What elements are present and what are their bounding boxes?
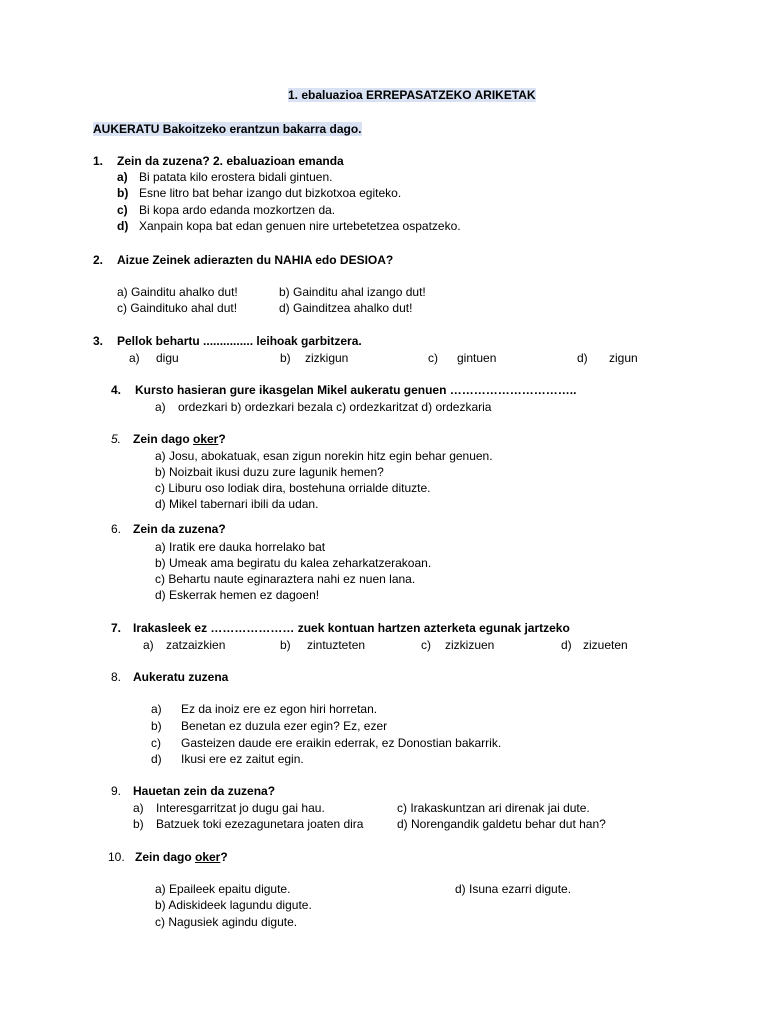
question-10-option-d: d) Isuna ezarri digute. bbox=[455, 882, 572, 896]
question-1-text: Zein da zuzena? 2. ebaluazioan emanda bbox=[117, 154, 344, 168]
question-5-option-a: a) Josu, abokatuak, esan zigun norekin hitz egin behar genuen. bbox=[155, 449, 493, 463]
question-1-option-d: Xanpain kopa bat edan genuen nire urtebetetzea ospatzeko. bbox=[139, 219, 461, 233]
question-1-option-d-label: d) bbox=[117, 219, 129, 233]
question-5-option-c: c) Liburu oso lodiak dira, bostehuna orrialde dituzte. bbox=[155, 481, 431, 495]
question-1-option-a: Bi patata kilo erostera bidali gintuen. bbox=[139, 170, 333, 184]
question-8-option-c: Gasteizen daude ere eraikin ederrak, ez Donostian bakarrik. bbox=[181, 736, 502, 750]
question-2-text: Aizue Zeinek adierazten du NAHIA edo DESIOA? bbox=[117, 253, 394, 267]
question-8-option-a-label: a) bbox=[151, 702, 162, 716]
question-3-option-b: zizkigun bbox=[305, 351, 349, 365]
question-7-text: Irakasleek ez ………………… zuek kontuan hartzen azterketa egunak jartzeko bbox=[133, 621, 570, 635]
question-7-option-d-label: d) bbox=[561, 638, 572, 652]
page-title: 1. ebaluazioa ERREPASATZEKO ARIKETAK bbox=[288, 88, 536, 102]
question-10-text: Zein dago oker? bbox=[135, 850, 228, 864]
question-9-option-c: c) Irakaskuntzan ari direnak jai dute. bbox=[397, 801, 590, 815]
question-7-option-b: zintuzteten bbox=[307, 638, 366, 652]
question-1-number: 1. bbox=[93, 154, 104, 168]
question-9-option-a: Interesgarritzat jo dugu gai hau. bbox=[156, 801, 325, 815]
question-7-option-c: zizkizuen bbox=[445, 638, 495, 652]
question-1-option-c-label: c) bbox=[117, 203, 128, 217]
question-8-option-c-label: c) bbox=[151, 736, 161, 750]
question-9-option-b-label: b) bbox=[133, 817, 144, 831]
question-7-option-d: zizueten bbox=[583, 638, 628, 652]
question-7-option-a: zatzaizkien bbox=[166, 638, 226, 652]
question-9-option-d: d) Norengandik galdetu behar dut han? bbox=[397, 817, 606, 831]
question-6-text: Zein da zuzena? bbox=[133, 522, 226, 536]
question-4-number: 4. bbox=[111, 383, 122, 397]
question-9-text: Hauetan zein da zuzena? bbox=[133, 784, 276, 798]
question-10-option-b: b) Adiskideek lagundu digute. bbox=[155, 898, 312, 912]
question-3-option-b-label: b) bbox=[280, 351, 291, 365]
question-9-number: 9. bbox=[111, 784, 122, 798]
question-3-option-d: zigun bbox=[609, 351, 638, 365]
question-3-number: 3. bbox=[93, 334, 104, 348]
question-5-text: Zein dago oker? bbox=[133, 432, 226, 446]
question-3-option-a: digu bbox=[156, 351, 179, 365]
question-8-option-b-label: b) bbox=[151, 719, 162, 733]
question-2-option-b: b) Gainditu ahal izango dut! bbox=[279, 285, 426, 299]
question-3-option-c: gintuen bbox=[457, 351, 497, 365]
question-6-option-d: d) Eskerrak hemen ez dagoen! bbox=[155, 588, 320, 602]
question-3-option-c-label: c) bbox=[428, 351, 438, 365]
question-9-option-b: Batzuek toki ezezagunetara joaten dira bbox=[156, 817, 364, 831]
question-4-option-label: a) bbox=[155, 400, 166, 414]
question-8-option-d: Ikusi ere ez zaitut egin. bbox=[181, 752, 304, 766]
question-2-option-c: c) Gaindituko ahal dut! bbox=[117, 301, 238, 315]
question-7-option-c-label: c) bbox=[421, 638, 431, 652]
question-8-option-b: Benetan ez duzula ezer egin? Ez, ezer bbox=[181, 719, 388, 733]
question-8-option-a: Ez da inoiz ere ez egon hiri horretan. bbox=[181, 702, 378, 716]
question-8-text: Aukeratu zuzena bbox=[133, 670, 229, 684]
question-8-number: 8. bbox=[111, 670, 122, 684]
question-1-option-b: Esne litro bat behar izango dut bizkotxoa egiteko. bbox=[139, 186, 402, 200]
question-7-option-b-label: b) bbox=[280, 638, 291, 652]
question-1-option-b-label: b) bbox=[117, 186, 129, 200]
question-7-number: 7. bbox=[111, 621, 122, 635]
instruction: AUKERATU Bakoitzeko erantzun bakarra dago. bbox=[93, 122, 362, 136]
question-10-option-a: a) Epaileek epaitu digute. bbox=[155, 882, 291, 896]
question-2-number: 2. bbox=[93, 253, 104, 267]
question-6-option-a: a) Iratik ere dauka horrelako bat bbox=[155, 540, 326, 554]
question-1-option-a-label: a) bbox=[117, 170, 128, 184]
question-5-option-b: b) Noizbait ikusi duzu zure lagunik hemen? bbox=[155, 465, 384, 479]
question-9-option-a-label: a) bbox=[133, 801, 144, 815]
question-5-number: 5. bbox=[111, 432, 122, 446]
question-2-option-a: a) Gainditu ahalko dut! bbox=[117, 285, 238, 299]
question-8-option-d-label: d) bbox=[151, 752, 162, 766]
question-4-text: Kursto hasieran gure ikasgelan Mikel aukeratu genuen ………………………….. bbox=[135, 383, 577, 397]
question-3-text: Pellok behartu ............... leihoak garbitzera. bbox=[117, 334, 362, 348]
question-1-option-c: Bi kopa ardo edanda mozkortzen da. bbox=[139, 203, 336, 217]
question-2-option-d: d) Gainditzea ahalko dut! bbox=[279, 301, 413, 315]
question-3-option-a-label: a) bbox=[129, 351, 140, 365]
question-6-option-b: b) Umeak ama begiratu du kalea zeharkatzerakoan. bbox=[155, 556, 432, 570]
question-6-option-c: c) Behartu naute eginaraztera nahi ez nuen lana. bbox=[155, 572, 416, 586]
question-7-option-a-label: a) bbox=[143, 638, 154, 652]
question-6-number: 6. bbox=[111, 522, 122, 536]
question-10-option-c: c) Nagusiek agindu digute. bbox=[155, 915, 298, 929]
question-10-number: 10. bbox=[108, 850, 125, 864]
question-4-options: ordezkari b) ordezkari bezala c) ordezkaritzat d) ordezkaria bbox=[178, 400, 492, 414]
question-5-option-d: d) Mikel tabernari ibili da udan. bbox=[155, 497, 319, 511]
question-3-option-d-label: d) bbox=[577, 351, 588, 365]
